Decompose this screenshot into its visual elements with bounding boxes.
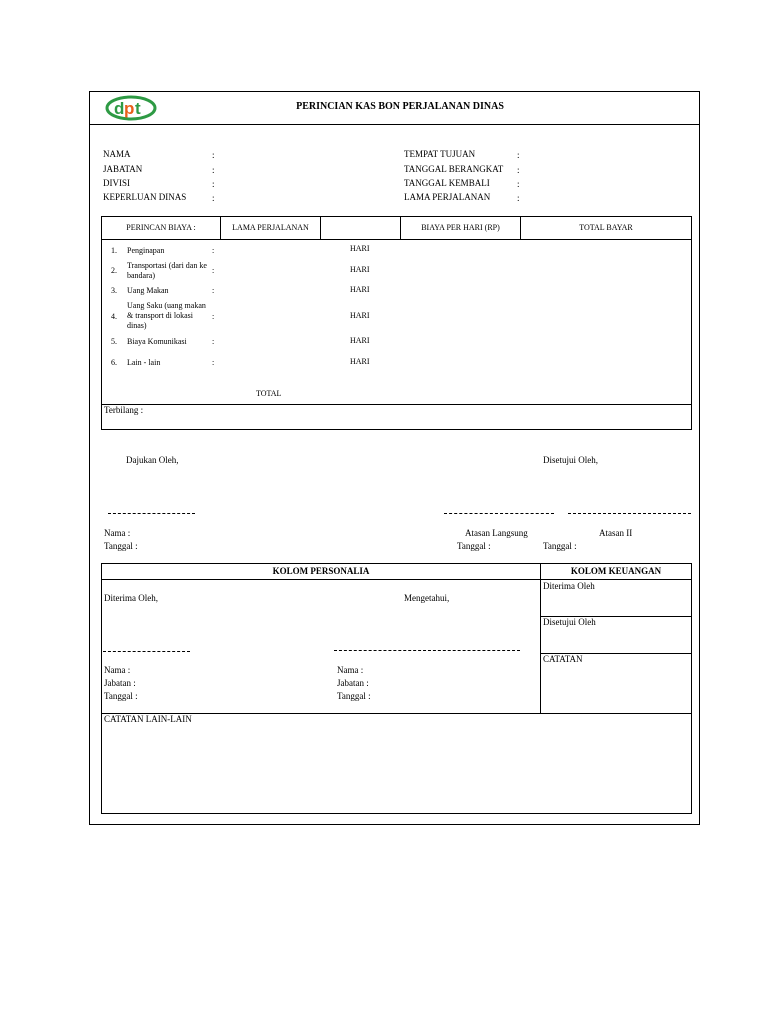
personalia-left-nama: Nama : [104,665,131,675]
field-tempat-tujuan-label: TEMPAT TUJUAN [404,149,476,159]
personalia-left-tanggal: Tanggal : [104,691,138,701]
col-divider [320,217,321,239]
svg-text:t: t [135,99,141,118]
row-number: 1. [111,246,117,255]
submitted-by-label: Dajukan Oleh, [126,455,179,465]
colon: : [212,312,215,321]
colon: : [212,179,215,189]
field-keperluan-label: KEPERLUAN DINAS [103,192,187,202]
row-item-name: Biaya Komunikasi [127,337,187,346]
header-total-bayar: TOTAL BAYAR [579,223,633,232]
row-number: 5. [111,337,117,346]
signature-line-personalia-receiver [103,651,190,652]
header-biaya-per-hari: BIAYA PER HARI (RP) [421,223,500,232]
total-label: TOTAL [256,389,282,398]
cost-table-header-divider [102,239,691,240]
colon: : [212,266,215,275]
row-unit: HARI [350,265,370,274]
terbilang-divider [102,404,691,405]
header-perincan-biaya: PERINCAN BIAYA : [126,223,196,232]
terbilang-label: Terbilang : [104,405,144,415]
row-item-name: Penginapan [127,246,165,255]
keuangan-approved-by: Disetujui Oleh [543,617,596,627]
applicant-tanggal: Tanggal : [104,541,138,551]
personalia-title: KOLOM PERSONALIA [272,566,370,576]
row-item-name: Uang Saku (uang makan & transport di lokasi dinas) [127,301,206,330]
colon: : [517,193,520,203]
row-unit: HARI [350,311,370,320]
row-number: 4. [111,312,117,321]
row-unit: HARI [350,357,370,366]
row-item-name: Transportasi (dari dan ke bandara) [127,261,207,280]
approved-by-label: Disetujui Oleh, [543,455,598,465]
row-unit: HARI [350,336,370,345]
signature-line-direct-superior [444,513,554,514]
colon: : [212,193,215,203]
signature-line-superior-ii [568,513,691,514]
colon: : [517,150,520,160]
keuangan-notes: CATATAN [543,654,583,664]
field-divisi-label: DIVISI [103,178,130,188]
colon: : [517,179,520,189]
row-item-name: Lain - lain [127,358,161,367]
svg-text:d: d [114,99,125,118]
colon: : [212,150,215,160]
row-item-name: Uang Makan [127,286,169,295]
personalia-keuangan-box [101,563,692,814]
field-lama-perjalanan-label: LAMA PERJALANAN [404,192,491,202]
personalia-left-jabatan: Jabatan : [104,678,136,688]
personalia-right-nama: Nama : [337,665,364,675]
header-divider [90,124,699,125]
signature-line-applicant [108,513,195,514]
keuangan-divider [540,564,541,714]
header-lama-perjalanan: LAMA PERJALANAN [232,223,309,232]
personalia-acknowledged-by: Mengetahui, [404,593,450,603]
row-unit: HARI [350,244,370,253]
personalia-received-by: Diterima Oleh, [104,593,158,603]
colon: : [212,358,215,367]
row-unit: HARI [350,285,370,294]
colon: : [212,246,215,255]
row-number: 6. [111,358,117,367]
field-jabatan-label: JABATAN [103,164,143,174]
personalia-right-jabatan: Jabatan : [337,678,369,688]
row-number: 2. [111,266,117,275]
company-logo [104,94,158,122]
colon: : [212,286,215,295]
colon: : [517,165,520,175]
superior-ii-tanggal: Tanggal : [543,541,577,551]
applicant-nama: Nama : [104,528,131,538]
direct-superior-label: Atasan Langsung [465,528,528,538]
superior-ii-label: Atasan II [599,528,633,538]
field-nama-label: NAMA [103,149,131,159]
signature-line-personalia-acknowledger [334,650,520,651]
row-number: 3. [111,286,117,295]
colon: : [212,165,215,175]
field-tanggal-kembali-label: TANGGAL KEMBALI [404,178,490,188]
field-tanggal-berangkat-label: TANGGAL BERANGKAT [404,164,504,174]
keuangan-received-by: Diterima Oleh [543,581,595,591]
page-title: PERINCIAN KAS BON PERJALANAN DINAS [296,101,504,112]
keuangan-title: KOLOM KEUANGAN [570,566,662,576]
personalia-right-tanggal: Tanggal : [337,691,371,701]
direct-superior-tanggal: Tanggal : [457,541,491,551]
colon: : [212,337,215,346]
svg-text:p: p [124,99,135,118]
section-header-divider [102,579,691,580]
other-notes-label: CATATAN LAIN-LAIN [104,714,192,724]
